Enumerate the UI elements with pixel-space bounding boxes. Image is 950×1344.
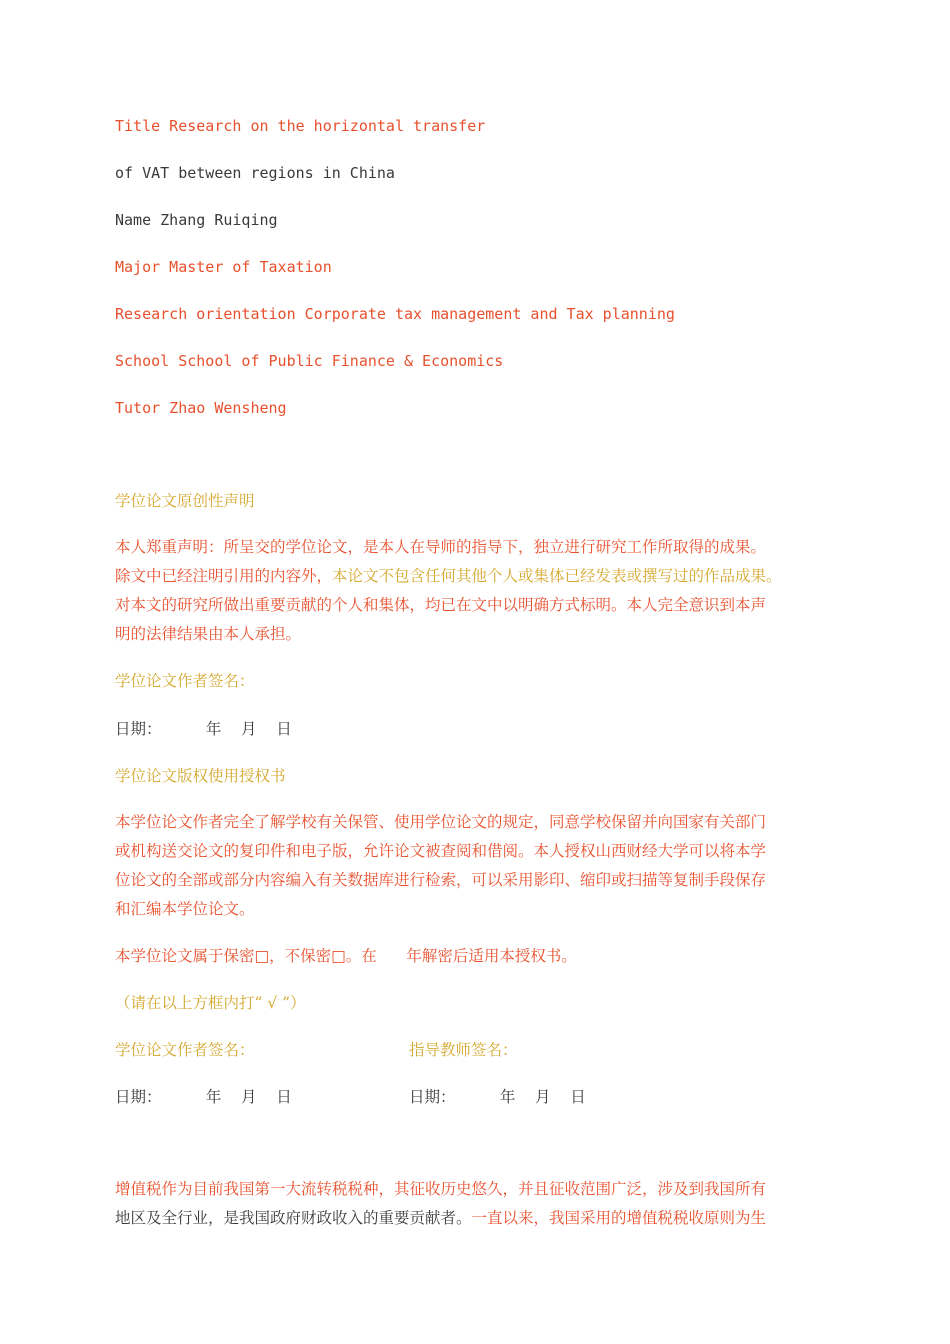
originality-heading: 学位论文原创性声明 <box>115 492 255 510</box>
secrecy-statement: 本学位论文属于保密□，不保密□。在 年解密后适用本授权书。 <box>115 947 577 965</box>
originality-statement <box>115 533 845 649</box>
tutor: Tutor Zhao Wensheng <box>115 399 287 417</box>
title-line-2: of VAT between regions in China <box>115 164 395 182</box>
abstract-line-1: 增值税作为目前我国第一大流转税税种，其征收历史悠久，并且征收范围广泛，涉及到我国所有 <box>115 1180 767 1198</box>
author-name: Name Zhang Ruiqing <box>115 211 278 229</box>
major: Major Master of Taxation <box>115 258 332 276</box>
author-date: 日期： 年 月 日 <box>115 1088 292 1106</box>
research-orientation: Research orientation Corporate tax management and Tax planning <box>115 305 675 323</box>
school: School School of Public Finance & Economics <box>115 352 504 370</box>
tutor-signature-label: 指导教师签名： <box>409 1041 518 1059</box>
title-line-1: Title Research on the horizontal transfer <box>115 117 486 135</box>
originality-line-2: 除文中已经注明引用的内容外，本论文不包含任何其他个人或集体已经发表或撰写过的作品成果。 <box>115 567 782 585</box>
originality-line-3: 对本文的研究所做出重要贡献的个人和集体，均已在文中以明确方式标明。本人完全意识到本声 <box>115 596 767 614</box>
copyright-line-2: 或机构送交论文的复印件和电子版，允许论文被查阅和借阅。本人授权山西财经大学可以将本学 <box>115 842 767 860</box>
originality-line-1: 本人郑重声明：所呈交的学位论文，是本人在导师的指导下，独立进行研究工作所取得的成果。 <box>115 538 767 556</box>
copyright-heading: 学位论文版权使用授权书 <box>115 767 286 785</box>
abstract-paragraph <box>115 1175 845 1233</box>
checkbox-note: （请在以上方框内打“ √ ”） <box>115 994 306 1012</box>
author-signature-label-2: 学位论文作者签名： <box>115 1041 255 1059</box>
author-signature-label: 学位论文作者签名： <box>115 672 255 690</box>
copyright-line-3: 位论文的全部或部分内容编入有关数据库进行检索，可以采用影印、缩印或扫描等复制手段保存 <box>115 871 767 889</box>
copyright-line-4: 和汇编本学位论文。 <box>115 900 255 918</box>
copyright-statement <box>115 808 845 924</box>
abstract-line-2: 地区及全行业，是我国政府财政收入的重要贡献者。一直以来，我国采用的增值税税收原则为生 <box>115 1209 767 1227</box>
tutor-date: 日期： 年 月 日 <box>409 1088 586 1106</box>
copyright-line-1: 本学位论文作者完全了解学校有关保管、使用学位论文的规定，同意学校保留并向国家有关部门 <box>115 813 767 831</box>
originality-line-4: 明的法律结果由本人承担。 <box>115 625 302 643</box>
originality-date: 日期： 年 月 日 <box>115 720 292 738</box>
